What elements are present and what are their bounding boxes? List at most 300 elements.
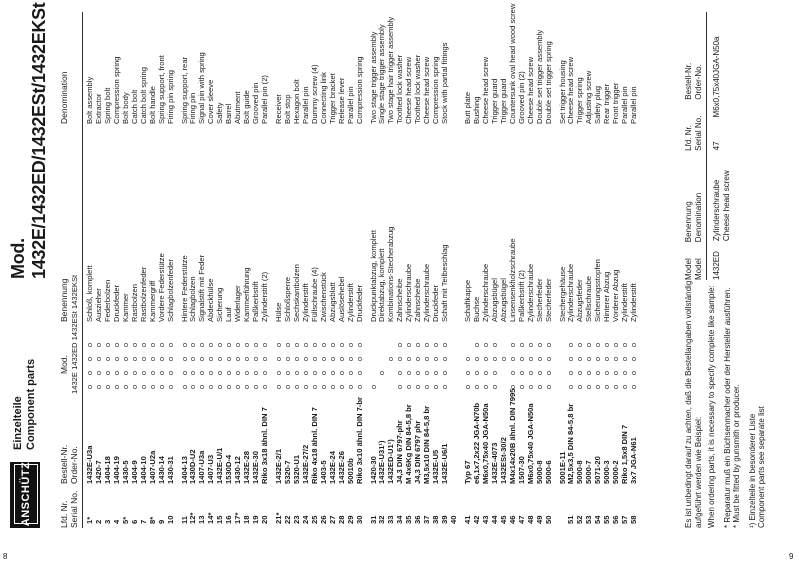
part-serial-no: 3: [102, 519, 112, 524]
model-mark: o: [404, 370, 414, 376]
model-mark: o: [120, 384, 130, 390]
model-mark: o: [629, 384, 639, 390]
model-mark: o: [516, 370, 526, 376]
model-mark: o: [593, 370, 603, 376]
model-mark: o: [566, 370, 576, 376]
footnote-line: ¹) Einzelteile in besonderer Liste: [747, 413, 757, 528]
model-mark: o: [233, 384, 243, 390]
part-order-no: Riko 4x18 ähnl. DIN 7: [309, 407, 319, 484]
part-serial-no: 34: [395, 515, 405, 524]
model-mark: o: [309, 342, 319, 348]
part-name-de: Kammerführung: [242, 267, 252, 322]
part-name-en: Receiver: [274, 94, 283, 124]
model-mark: o: [291, 342, 301, 348]
part-name-en: Cheese head screw: [566, 56, 576, 124]
part-serial-no: 27: [327, 515, 337, 524]
part-name-en: Front trigger: [611, 82, 621, 124]
part-name-de: Abzugsbügel: [489, 278, 499, 322]
part-order-no: 5000-7: [584, 460, 594, 484]
model-mark: o: [584, 370, 594, 376]
part-name-de: Abzugsfeder: [575, 279, 585, 322]
part-model-marks: [370, 338, 379, 394]
part-order-no: 1403-5: [318, 460, 328, 484]
part-name-de: Schlagbolzenfeder: [165, 259, 175, 322]
part-name-en: Cover sleeve: [206, 79, 216, 124]
model-mark: o: [575, 356, 585, 362]
part-name-en: Grooved pin: [251, 82, 261, 124]
model-mark: o: [584, 342, 594, 348]
part-name-de: Lauf: [224, 307, 234, 322]
part-name-en: Firing pin spring: [165, 69, 175, 124]
model-mark: o: [120, 342, 130, 348]
model-mark: o: [120, 370, 130, 376]
part-serial-no: 48: [525, 515, 535, 524]
model-mark: o: [480, 356, 490, 362]
part-serial-no: 12*: [188, 512, 198, 524]
model-mark: o: [575, 342, 585, 348]
part-serial-no: 28: [336, 515, 346, 524]
model-mark: o: [336, 356, 346, 362]
model-mark: o: [534, 370, 544, 376]
part-order-no: 5000-3: [602, 460, 612, 484]
footnote-block: [684, 281, 767, 528]
part-name-en: Signal pin with spring: [197, 52, 207, 124]
part-name-de: Direktabzug, komplett: [377, 248, 387, 322]
model-mark: o: [327, 370, 337, 376]
col-name-header: Benennung: [59, 278, 69, 322]
part-name-de: Paßkerbstift (2): [516, 270, 526, 322]
col-serial-header: Lfd. Nr. Serial No.: [59, 490, 79, 528]
part-serial-no: 47: [516, 515, 526, 524]
model-mark: o: [404, 356, 414, 362]
model-mark: o: [274, 384, 283, 390]
part-name-en: Double set trigger spring: [543, 41, 553, 124]
part-order-no: 1404-13: [179, 456, 189, 484]
part-name-de: Zylinderstift: [620, 283, 630, 322]
model-mark: o: [93, 356, 103, 362]
model-mark: o: [188, 384, 198, 390]
model-headers: [70, 275, 80, 394]
part-serial-no: 24: [300, 515, 310, 524]
part-name-en: Cheese head screw: [422, 56, 432, 124]
part-name-en: Adjusting screw: [584, 70, 594, 124]
part-name-en: Bolt guide: [242, 90, 252, 124]
part-name-de: Auszieher: [93, 288, 103, 322]
model-mark: o: [507, 384, 517, 390]
model-mark: o: [179, 370, 189, 376]
model-mark: o: [165, 370, 175, 376]
model-mark: o: [300, 356, 310, 362]
model-mark: o: [431, 356, 441, 362]
part-order-no: 1420-30: [368, 456, 378, 484]
part-name-en: Butt plate: [463, 91, 472, 124]
part-name-en: Toothed lock washer: [395, 54, 405, 124]
model-mark: o: [395, 356, 405, 362]
part-order-no: 1432E-U6/1: [440, 443, 450, 484]
model-mark: o: [413, 342, 423, 348]
model-mark: o: [489, 370, 499, 376]
model-mark: o: [395, 370, 405, 376]
model-mark: o: [179, 384, 189, 390]
part-order-no: Typ 67: [463, 460, 472, 484]
model-mark: o: [413, 356, 423, 362]
model-mark: o: [85, 356, 94, 362]
model-mark: o: [516, 384, 526, 390]
model-mark: o: [206, 370, 216, 376]
model-mark: o: [233, 342, 243, 348]
part-serial-no: 49: [534, 515, 544, 524]
model-mark: o: [463, 356, 472, 362]
part-name-de: Abzugsbügel: [498, 278, 508, 322]
part-serial-no: 7: [138, 519, 148, 524]
part-serial-no: 36: [413, 515, 423, 524]
model-mark: o: [224, 370, 234, 376]
model-mark: o: [629, 342, 639, 348]
part-serial-no: 31: [368, 515, 378, 524]
part-serial-no: 20: [260, 515, 270, 524]
model-mark: o: [611, 342, 621, 348]
part-name-de: Stellschraube: [584, 275, 594, 322]
model-mark: o: [102, 342, 112, 348]
section-heading-en: Component parts: [25, 358, 37, 450]
part-serial-no: 46: [507, 515, 517, 524]
model-mark: o: [85, 370, 94, 376]
part-model-marks: [545, 338, 554, 394]
model-mark: o: [534, 342, 544, 348]
part-order-no: 1432E-U/1: [215, 447, 225, 484]
model-mark: o: [534, 356, 544, 362]
model-mark: o: [147, 384, 157, 390]
part-order-no: 1432E-4073: [489, 442, 499, 484]
model-mark: o: [440, 370, 450, 376]
part-serial-no: 41: [463, 515, 472, 524]
part-name-de: Zylinderstift: [345, 283, 355, 322]
model-mark: o: [327, 356, 337, 362]
model-mark: o: [602, 384, 612, 390]
part-name-en: Bolt stop: [282, 94, 292, 124]
part-name-en: Cheese head screw: [480, 56, 490, 124]
model-mark: o: [282, 384, 292, 390]
model-mark: [450, 380, 459, 394]
part-order-no: 3x7 JGA-N61: [629, 437, 639, 484]
part-name-en: Grooved pin (2): [516, 71, 526, 124]
part-order-no: 1404-18: [102, 456, 112, 484]
part-name-en: Hexagon bolt: [291, 79, 301, 124]
model-mark: o: [291, 384, 301, 390]
model-mark: o: [525, 384, 535, 390]
part-name-en: Countersunk oval head wood screw: [507, 3, 517, 124]
part-serial-no: 50: [543, 515, 553, 524]
model-mark: o: [274, 356, 283, 362]
part-serial-no: 2: [93, 519, 103, 524]
part-name-en: Extractor: [93, 93, 103, 124]
model-mark: o: [480, 384, 490, 390]
model-mark: o: [291, 370, 301, 376]
model-mark: o: [282, 356, 292, 362]
model-mark: [378, 380, 387, 394]
model-mark: o: [129, 342, 139, 348]
part-name-de: Zylinderstift (2): [260, 271, 270, 322]
part-name-en: Parallel pin: [300, 86, 310, 124]
part-order-no: 1432E-27/2: [300, 444, 310, 484]
model-mark: o: [345, 342, 355, 348]
model-mark: o: [602, 370, 612, 376]
model-mark: o: [354, 356, 364, 362]
part-name-de: Zylinderschraube: [404, 263, 414, 322]
model-mark: o: [129, 370, 139, 376]
part-order-no: M 4x6Kg DIN 84-5,8 br: [404, 404, 414, 484]
footnote-line: Es ist unbedingt darauf zu achten, daß die Bestellangaben vollständig: [684, 280, 693, 528]
part-name-de: Rastbolzen: [129, 284, 139, 322]
part-model-marks: [261, 338, 270, 394]
model-mark: o: [147, 356, 157, 362]
part-name-de: Widerlager: [233, 285, 243, 322]
model-mark: o: [318, 356, 328, 362]
part-order-no: 1407-U3: [206, 454, 216, 484]
part-name-de: Kombinations-Stecherabzug: [386, 226, 396, 322]
part-name-de: Schaftkappe: [463, 279, 472, 322]
model-mark: o: [593, 356, 603, 362]
model-mark: o: [629, 356, 639, 362]
part-order-no: 5320-U1: [291, 454, 301, 484]
part-order-no: 1404-9: [129, 460, 139, 484]
part-serial-no: 58: [629, 515, 639, 524]
part-name-de: Stecherfeder: [543, 278, 553, 322]
col-order-header: Bestell-Nr. Order-No.: [59, 444, 79, 484]
model-mark: o: [224, 384, 234, 390]
part-name-de: Buchse: [471, 296, 481, 322]
part-model-marks: [356, 338, 365, 394]
part-name-en: Trigger spring: [575, 77, 585, 124]
model-mark: o: [395, 384, 405, 390]
part-name-en: Rear trigger: [602, 83, 612, 124]
part-order-no: 1404-10: [138, 456, 148, 484]
part-name-en: Trigger guard: [498, 78, 508, 124]
part-name-de: Schloßsperre: [282, 276, 292, 322]
part-name-en: Dummy screw (4): [309, 64, 319, 124]
part-serial-no: 39: [440, 515, 450, 524]
part-serial-no: 56: [611, 515, 621, 524]
model-mark: o: [111, 356, 121, 362]
model-mark: o: [138, 370, 148, 376]
part-name-en: Cheese head screw: [404, 56, 414, 124]
part-order-no: 1432E-30: [251, 451, 261, 484]
part-serial-no: 54: [593, 515, 603, 524]
part-name-de: Hülse: [274, 302, 283, 322]
part-name-de: Stecherfeder: [534, 278, 544, 322]
footnote-line: When ordering parts, it is necessary to specify complete like sample:: [707, 285, 716, 528]
model-mark: o: [138, 356, 148, 362]
part-name-de: Signalstift mit Feder: [197, 254, 207, 322]
model-mark: o: [354, 384, 364, 390]
part-name-en: Parallel pin: [345, 86, 355, 124]
model-mark: o: [318, 342, 328, 348]
model-mark: o: [336, 384, 346, 390]
part-name-de: Linsensenkholzschraube: [507, 238, 517, 322]
model-mark: o: [507, 356, 517, 362]
part-serial-no: 14*: [206, 512, 216, 524]
part-serial-no: 5*: [120, 516, 130, 524]
model-mark: o: [156, 356, 166, 362]
part-name-en: Single stage trigger assembly: [377, 24, 387, 124]
model-mark: o: [138, 384, 148, 390]
model-mark: o: [471, 384, 481, 390]
part-name-de: Schaft mit Teilbeschlag: [440, 244, 450, 322]
model-mark: o: [620, 384, 630, 390]
model-mark: o: [233, 370, 243, 376]
model-mark: o: [242, 370, 252, 376]
col-mod-label: Mod.: [59, 355, 69, 374]
model-mark: o: [197, 370, 207, 376]
model-mark: o: [463, 370, 472, 376]
model-mark: o: [336, 370, 346, 376]
part-model-marks: [378, 338, 387, 394]
part-serial-no: 30: [354, 515, 364, 524]
part-serial-no: 32: [377, 515, 387, 524]
part-name-en: Firing pin: [188, 92, 198, 124]
model-mark: o: [354, 342, 364, 348]
part-name-de: Druckfeder: [111, 284, 121, 322]
part-serial-no: 23: [291, 515, 301, 524]
model-header: 1432ED: [70, 342, 79, 370]
part-order-no: Riko 3x10 ähnl. DIN 7-br: [354, 397, 364, 484]
part-order-no: M3,5x10 DIN 84-5,8 br: [422, 405, 432, 484]
model-mark: o: [224, 342, 234, 348]
part-serial-no: 4: [111, 519, 121, 524]
part-serial-no: 13: [197, 515, 207, 524]
model-mark: o: [489, 384, 499, 390]
part-name-en: Two stage trigger assembly: [368, 31, 378, 124]
part-name-de: Stechergehäuse: [557, 266, 567, 322]
part-name-de: Kammer: [120, 293, 130, 322]
part-serial-no: 33: [386, 515, 396, 524]
model-mark: o: [345, 356, 355, 362]
part-name-en: Barrel: [224, 103, 234, 124]
part-order-no: 1507-30: [516, 456, 526, 484]
model-mark: o: [215, 356, 225, 362]
anschutz-logo: ANSCHÜTZ: [10, 462, 40, 528]
part-name-en: Stock with partial fittings: [440, 42, 450, 124]
model-mark: o: [602, 356, 612, 362]
part-order-no: 1407-U2a: [147, 450, 157, 484]
part-name-de: Rastbolzenfeder: [138, 266, 148, 322]
model-mark: o: [471, 356, 481, 362]
model-mark: o: [260, 384, 270, 390]
sample-row: 1432ED Zylinderschraube Cheese head screw 47 M6x0,75x40JGA-N50a: [712, 36, 731, 280]
model-mark: o: [498, 356, 508, 362]
part-name-en: Spring bolt: [102, 87, 112, 124]
part-serial-no: 25: [309, 515, 319, 524]
model-mark: [370, 352, 379, 366]
model-mark: [450, 352, 459, 366]
part-order-no: Riko 3x18 ähnl. DIN 7: [260, 407, 270, 484]
part-name-de: Kammergriff: [147, 280, 157, 322]
part-name-en: Spring support, front: [156, 55, 166, 124]
part-order-no: 5071-20: [593, 456, 603, 484]
model-mark: o: [251, 384, 261, 390]
part-order-no: 5000-8: [575, 460, 585, 484]
model-mark: o: [291, 356, 301, 362]
part-serial-no: 38: [431, 515, 441, 524]
model-mark: o: [422, 356, 432, 362]
model-mark: o: [206, 384, 216, 390]
model-mark: o: [260, 370, 270, 376]
model-mark: o: [336, 342, 346, 348]
footnote-line: Component parts see separate list: [757, 406, 766, 528]
part-name-en: Bolt handle: [147, 86, 157, 124]
model-mark: o: [251, 370, 261, 376]
part-name-de: Auslösehebel: [336, 276, 346, 322]
model-mark: o: [566, 384, 576, 390]
part-name-en: Spring support, rear: [179, 56, 189, 124]
part-name-en: Catch bolt: [129, 89, 139, 124]
model-mark: [370, 338, 379, 352]
model-mark: o: [327, 384, 337, 390]
part-name-en: Bolt body: [120, 92, 130, 124]
part-order-no: 1430D-U2: [188, 449, 198, 484]
part-serial-no: 55: [602, 515, 612, 524]
part-name-de: Zylinderschraube: [422, 263, 432, 322]
model-mark: o: [534, 384, 544, 390]
model-mark: o: [440, 356, 450, 362]
model-mark: o: [197, 356, 207, 362]
model-mark: o: [543, 384, 553, 390]
part-name-en: Set trigger housing: [557, 60, 567, 124]
model-mark: o: [422, 384, 432, 390]
part-name-de: Vorderer Abzug: [611, 269, 621, 322]
part-order-no: M6x0,75x40 JGA-N50a: [480, 403, 490, 484]
footnote-line: aufgeführt werden wie Beispiel:: [693, 416, 703, 528]
model-mark: o: [188, 342, 198, 348]
part-name-en: Compression spring: [431, 56, 441, 124]
part-serial-no: 18: [242, 515, 252, 524]
model-mark: o: [215, 342, 225, 348]
part-name-en: Compression spring: [111, 56, 121, 124]
model-mark: o: [206, 356, 216, 362]
model-mark: o: [215, 370, 225, 376]
model-mark: o: [224, 356, 234, 362]
part-name-en: Parallel pin: [620, 86, 630, 124]
part-serial-no: 52: [575, 515, 585, 524]
part-name-de: Zwischenstück: [318, 272, 328, 322]
part-serial-no: 21*: [274, 512, 283, 524]
part-serial-no: 22: [282, 515, 292, 524]
model-mark: o: [516, 342, 526, 348]
part-name-de: Zylinderschraube: [525, 263, 535, 322]
part-order-no: J4,3 DIN 6797-phr: [395, 420, 405, 484]
model-header: 1432E: [70, 372, 79, 394]
model-mark: o: [543, 370, 553, 376]
part-model-marks: [450, 338, 459, 394]
part-order-no: 1407-U3a: [197, 450, 207, 484]
section-heading-de: Einzelteile: [12, 396, 24, 450]
model-mark: o: [156, 370, 166, 376]
part-order-no: Riko 1,5x8 DIN 7: [620, 424, 630, 484]
model-mark: o: [215, 384, 225, 390]
part-order-no: 1430-31: [165, 456, 175, 484]
model-mark: o: [489, 342, 499, 348]
part-order-no: 1432ED-U1¹): [386, 439, 396, 484]
model-mark: o: [507, 370, 517, 376]
model-mark: o: [165, 384, 175, 390]
model-mark: o: [156, 384, 166, 390]
part-order-no: 1530D-4: [224, 454, 234, 484]
model-mark: o: [85, 342, 94, 348]
part-serial-no: 42: [471, 515, 481, 524]
model-mark: o: [480, 370, 490, 376]
page-number-left: 8: [3, 552, 8, 561]
part-name-de: Zylinderstift: [300, 283, 310, 322]
